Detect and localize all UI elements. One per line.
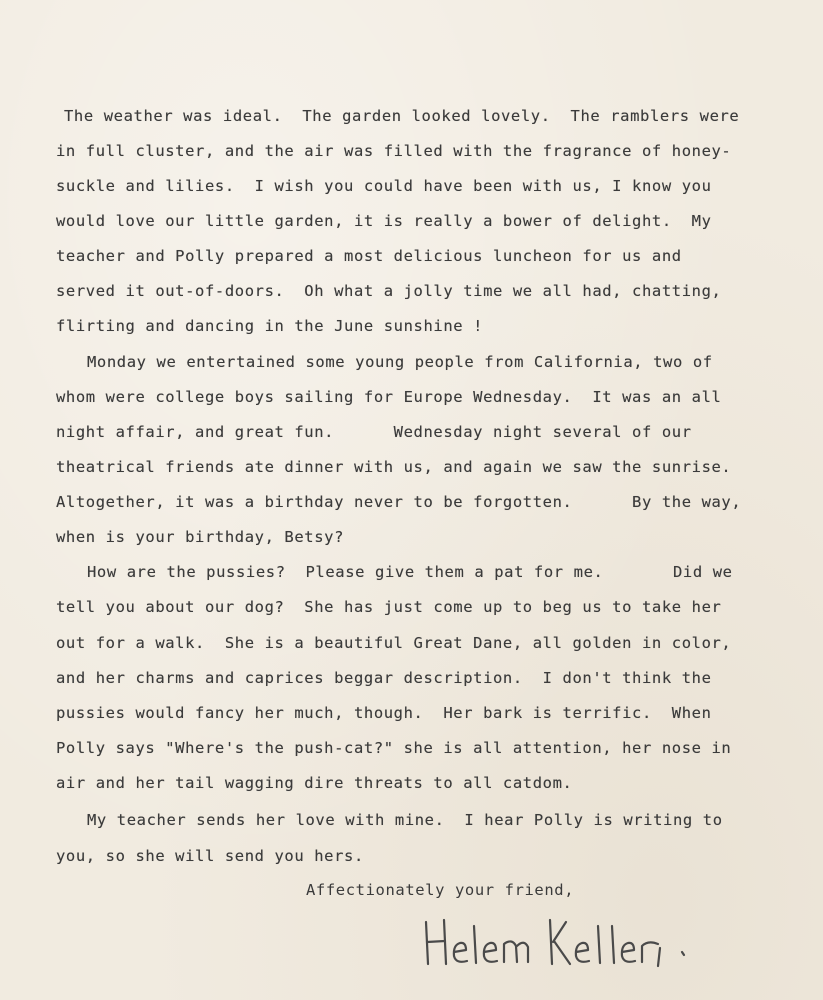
signature-image <box>420 908 720 978</box>
letter-line: out for a walk. She is a beautiful Great Dane, all golden in color, <box>56 634 732 652</box>
letter-line: tell you about our dog? She has just come up to beg us to take her <box>56 598 722 616</box>
letter-line: when is your birthday, Betsy? <box>56 528 345 546</box>
letter-line: air and her tail wagging dire threats to all catdom. <box>56 774 573 792</box>
letter-line: theatrical friends ate dinner with us, and again we saw the sunrise. <box>56 458 732 476</box>
letter-line: whom were college boys sailing for Europe Wednesday. It was an all <box>56 388 722 406</box>
letter-line: How are the pussies? Please give them a pat for me. Did we <box>87 563 733 581</box>
letter-line: you, so she will send you hers. <box>56 847 364 865</box>
closing-line: Affectionately your friend, <box>306 881 575 899</box>
letter-line: The weather was ideal. The garden looked lovely. The ramblers were <box>64 107 740 125</box>
letter-line: Altogether, it was a birthday never to be forgotten. By the way, <box>56 493 742 511</box>
letter-line: suckle and lilies. I wish you could have been with us, I know you <box>56 177 712 195</box>
letter-line: flirting and dancing in the June sunshine ! <box>56 317 484 335</box>
letter-line: pussies would fancy her much, though. Her bark is terrific. When <box>56 704 712 722</box>
letter-line: Monday we entertained some young people from California, two of <box>87 353 713 371</box>
letter-line: teacher and Polly prepared a most delicious luncheon for us and <box>56 247 682 265</box>
letter-line: in full cluster, and the air was filled with the fragrance of honey- <box>56 142 732 160</box>
letter-line: Polly says "Where's the push-cat?" she is all attention, her nose in <box>56 739 732 757</box>
letter-line: and her charms and caprices beggar description. I don't think the <box>56 669 712 687</box>
letter-line: would love our little garden, it is really a bower of delight. My <box>56 212 712 230</box>
letter-line: My teacher sends her love with mine. I hear Polly is writing to <box>87 811 723 829</box>
letter-line: served it out-of-doors. Oh what a jolly time we all had, chatting, <box>56 282 722 300</box>
letter-line: night affair, and great fun. Wednesday night several of our <box>56 423 692 441</box>
